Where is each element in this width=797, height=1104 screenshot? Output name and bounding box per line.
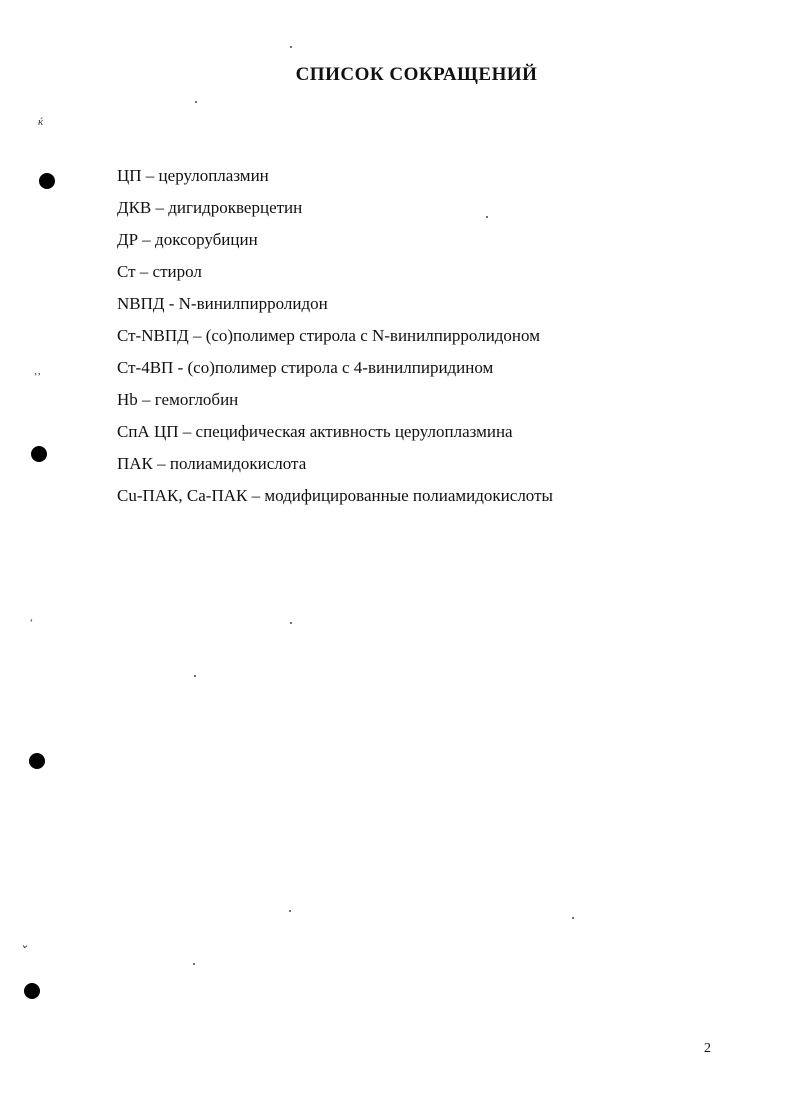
abbreviation-item: Cu-ПАК, Ca-ПАК – модифицированные полиамидокислоты <box>117 486 553 505</box>
abbreviation-item: ПАК – полиамидокислота <box>117 454 307 473</box>
abbreviation-item: NВПД - N-винилпирролидон <box>117 294 328 313</box>
abbreviation-item: ЦП – церулоплазмин <box>117 166 269 185</box>
scan-speck <box>193 963 195 965</box>
punch-hole <box>29 753 45 769</box>
abbreviation-item: Hb – гемоглобин <box>117 390 239 409</box>
scan-speck <box>290 46 292 48</box>
scan-mark: ‘ <box>29 617 33 629</box>
scan-speck <box>289 910 291 912</box>
page-title: СПИСОК СОКРАЩЕНИЙ <box>295 64 538 85</box>
punch-hole <box>31 446 47 462</box>
scan-speck <box>195 101 197 103</box>
scan-speck <box>486 216 488 218</box>
punch-hole <box>24 983 40 999</box>
abbreviation-item: Ст – стирол <box>117 262 202 281</box>
abbreviation-item: Ст-4ВП - (со)полимер стирола с 4-винилпиридином <box>117 358 494 377</box>
scan-speck <box>194 675 196 677</box>
scan-mark: ќ <box>38 116 44 128</box>
abbreviation-item: ДКВ – дигидрокверцетин <box>117 198 303 217</box>
abbreviation-item: ДР – доксорубицин <box>117 230 258 249</box>
scan-speck <box>290 622 292 624</box>
scan-mark: ⌄ <box>20 939 30 951</box>
abbreviation-list <box>117 160 553 512</box>
punch-hole <box>39 173 55 189</box>
page-number: 2 <box>704 1041 711 1056</box>
scan-speck <box>572 917 574 919</box>
scan-mark: ʼʼ <box>33 371 41 383</box>
abbreviation-item: СпА ЦП – специфическая активность церулоплазмина <box>117 422 513 441</box>
abbreviation-item: Ст-NВПД – (со)полимер стирола с N-винилпирролидоном <box>117 326 540 345</box>
